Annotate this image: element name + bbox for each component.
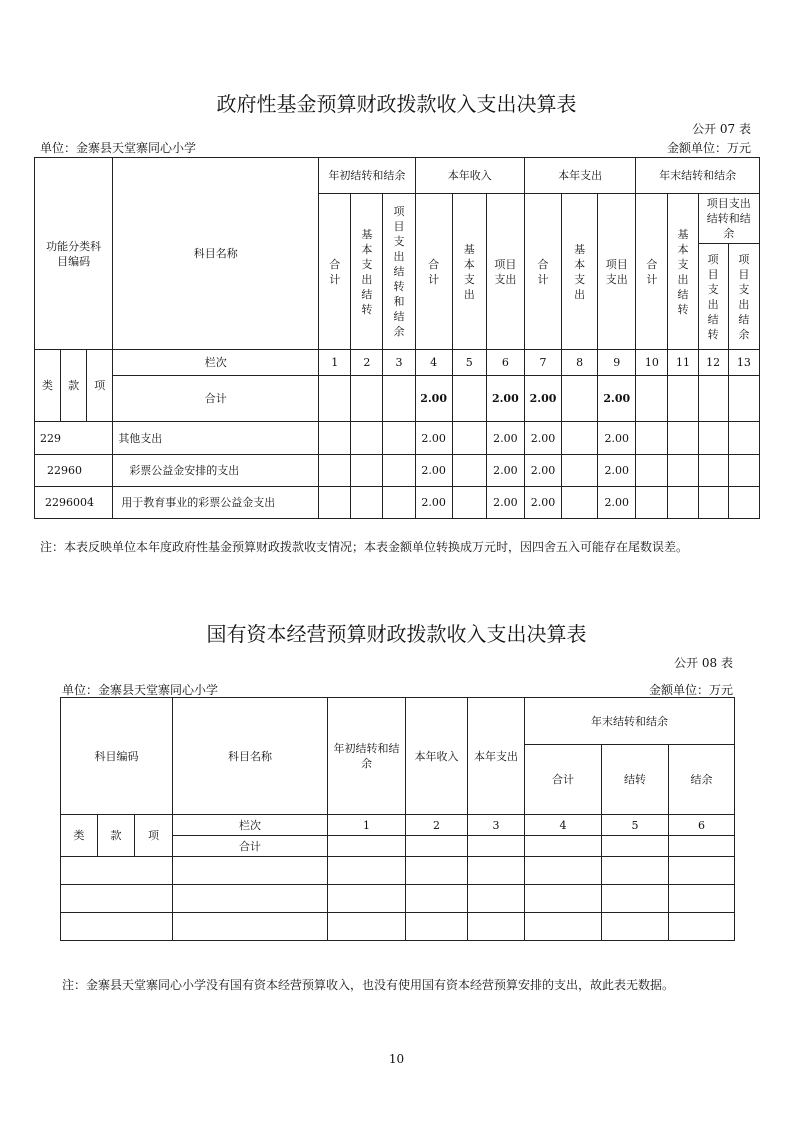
t2-header-subject-code: 科目编码 — [61, 698, 173, 815]
t1-h-begin-total: 合计 — [319, 194, 351, 350]
t1-h-cat: 类 — [35, 350, 61, 422]
t1-h-end-basic: 基本支出结转 — [668, 194, 698, 350]
table1-note: 注：本表反映单位本年度政府性基金预算财政拨款收支情况；本表金额单位转换成万元时，因四舍五入可能存在尾数误差。 — [40, 540, 689, 554]
table1-title: 政府性基金预算财政拨款收入支出决算表 — [216, 92, 577, 116]
t1-colnum-9: 9 — [598, 350, 636, 376]
t1-cell: 2.00 — [524, 422, 561, 455]
t2-cell — [468, 913, 525, 941]
t2-cell — [468, 857, 525, 885]
t1-colnum-8: 8 — [562, 350, 598, 376]
table-row — [61, 857, 735, 885]
t1-header-func-code: 功能分类科目编码 — [35, 158, 113, 350]
t2-header-end-balance: 年末结转和结余 — [525, 698, 735, 745]
t2-h-cat: 类 — [61, 815, 98, 857]
t1-row-name: 彩票公益金安排的支出 — [113, 455, 319, 487]
t1-cell — [383, 455, 415, 487]
t1-cell — [562, 422, 598, 455]
t1-header-subject-name: 科目名称 — [113, 158, 319, 350]
t2-row-index-label: 栏次 — [173, 815, 328, 836]
t1-total-cell: 2.00 — [415, 376, 452, 422]
t1-cell — [319, 422, 351, 455]
t1-cell: 2.00 — [524, 487, 561, 519]
t1-cell — [668, 455, 698, 487]
t1-colnum-7: 7 — [524, 350, 561, 376]
t2-h-item: 项 — [135, 815, 173, 857]
t1-header-end-balance: 年末结转和结余 — [636, 158, 760, 194]
table-row — [35, 422, 760, 455]
t1-colnum-2: 2 — [351, 350, 383, 376]
t2-cell — [328, 885, 406, 913]
t2-colnum-2: 2 — [406, 815, 468, 836]
t2-cell — [669, 913, 735, 941]
t2-header-subject-name: 科目名称 — [173, 698, 328, 815]
t1-h-begin-project: 项目支出结转和结余 — [383, 194, 415, 350]
t1-cell — [562, 487, 598, 519]
t1-row-name: 其他支出 — [113, 422, 319, 455]
table2-note: 注：金寨县天堂寨同心小学没有国有资本经营预算收入，也没有使用国有资本经营预算安排的支出，故此表无数据。 — [62, 978, 675, 992]
t1-cell: 2.00 — [524, 455, 561, 487]
t2-cell — [602, 885, 669, 913]
t1-colnum-5: 5 — [452, 350, 486, 376]
t1-total-cell — [562, 376, 598, 422]
table2-unit: 单位：金寨县天堂寨同心小学 — [62, 683, 219, 697]
t2-cell — [602, 913, 669, 941]
t2-cell — [525, 836, 602, 857]
t1-cell: 2.00 — [598, 422, 636, 455]
t1-cell: 2.00 — [486, 455, 524, 487]
t2-cell — [669, 885, 735, 913]
t1-cell — [351, 455, 383, 487]
table-row — [61, 885, 735, 913]
t2-h-balance: 结余 — [669, 745, 735, 815]
t2-cell — [328, 836, 406, 857]
t1-colnum-1: 1 — [319, 350, 351, 376]
t1-h-expense-basic: 基本支出 — [562, 194, 598, 350]
t1-total-cell — [452, 376, 486, 422]
t2-colnum-4: 4 — [525, 815, 602, 836]
table2 — [60, 697, 735, 941]
t2-cell — [669, 836, 735, 857]
t1-h-end-project-group: 项目支出结转和结余 — [698, 194, 759, 244]
t1-cell: 2.00 — [486, 487, 524, 519]
t2-cell — [328, 913, 406, 941]
t1-cell — [636, 487, 668, 519]
t1-row-code: 22960 — [35, 455, 113, 487]
t1-h-end-total: 合计 — [636, 194, 668, 350]
table-row — [35, 487, 760, 519]
t1-colnum-3: 3 — [383, 350, 415, 376]
t1-cell: 2.00 — [598, 455, 636, 487]
t2-cell — [406, 913, 468, 941]
t1-cell — [698, 487, 728, 519]
t2-header-begin-balance: 年初结转和结余 — [328, 698, 406, 815]
t2-cell — [602, 857, 669, 885]
t1-h-expense-total: 合计 — [524, 194, 561, 350]
t1-cell — [698, 422, 728, 455]
t1-total-cell: 2.00 — [598, 376, 636, 422]
table-row — [35, 455, 760, 487]
t2-cell — [406, 885, 468, 913]
t1-h-income-basic: 基本支出 — [452, 194, 486, 350]
t1-total-cell — [728, 376, 759, 422]
t1-h-item: 项 — [87, 350, 113, 422]
t1-h-income-total: 合计 — [415, 194, 452, 350]
t1-cell — [383, 487, 415, 519]
t2-cell — [669, 857, 735, 885]
t2-cell — [525, 913, 602, 941]
t1-cell: 2.00 — [486, 422, 524, 455]
table1 — [34, 157, 760, 519]
t1-cell: 2.00 — [598, 487, 636, 519]
t2-colnum-3: 3 — [468, 815, 525, 836]
t1-h-begin-basic: 基本支出结转 — [351, 194, 383, 350]
t2-cell — [61, 913, 173, 941]
t1-cell — [728, 487, 759, 519]
t1-row-code: 229 — [35, 422, 113, 455]
t1-cell — [728, 455, 759, 487]
t2-cell — [173, 913, 328, 941]
t2-h-total: 合计 — [525, 745, 602, 815]
table1-unit: 单位：金寨县天堂寨同心小学 — [40, 141, 197, 155]
t2-cell — [525, 885, 602, 913]
t2-h-carry: 结转 — [602, 745, 669, 815]
table-row — [61, 913, 735, 941]
t1-cell — [319, 455, 351, 487]
t1-h-section: 款 — [61, 350, 87, 422]
table2-money-unit: 金额单位：万元 — [648, 683, 733, 697]
t1-row-code: 2296004 — [35, 487, 113, 519]
t2-cell — [173, 885, 328, 913]
t2-cell — [406, 836, 468, 857]
t1-cell — [668, 487, 698, 519]
t1-cell: 2.00 — [415, 487, 452, 519]
t1-cell — [319, 487, 351, 519]
t1-cell: 2.00 — [415, 455, 452, 487]
t1-colnum-13: 13 — [728, 350, 759, 376]
t2-cell — [61, 885, 173, 913]
t1-cell — [452, 455, 486, 487]
t1-total-label: 合计 — [113, 376, 319, 422]
t1-colnum-11: 11 — [668, 350, 698, 376]
t1-total-cell — [351, 376, 383, 422]
t1-cell — [351, 422, 383, 455]
t2-cell — [468, 885, 525, 913]
t1-h-income-project: 项目支出 — [486, 194, 524, 350]
t2-cell — [328, 857, 406, 885]
t1-cell — [668, 422, 698, 455]
t1-total-cell: 2.00 — [486, 376, 524, 422]
t1-cell — [728, 422, 759, 455]
t1-h-end-project-balance: 项目支出结余 — [728, 244, 759, 350]
t2-total-label: 合计 — [173, 836, 328, 857]
t1-cell — [452, 487, 486, 519]
t1-cell: 2.00 — [415, 422, 452, 455]
t1-header-expense: 本年支出 — [524, 158, 635, 194]
table2-code: 公开 08 表 — [674, 656, 733, 670]
t1-row-index-label: 栏次 — [113, 350, 319, 376]
t1-colnum-12: 12 — [698, 350, 728, 376]
t1-cell — [698, 455, 728, 487]
t2-cell — [173, 857, 328, 885]
page-number: 10 — [388, 1052, 405, 1066]
t1-h-end-project-carry: 项目支出结转 — [698, 244, 728, 350]
t1-header-income: 本年收入 — [415, 158, 524, 194]
t1-cell — [636, 422, 668, 455]
t2-header-income: 本年收入 — [406, 698, 468, 815]
t2-cell — [602, 836, 669, 857]
t2-header-expense: 本年支出 — [468, 698, 525, 815]
t1-total-cell — [383, 376, 415, 422]
t1-total-cell — [636, 376, 668, 422]
t2-colnum-5: 5 — [602, 815, 669, 836]
t1-cell — [452, 422, 486, 455]
t2-cell — [406, 857, 468, 885]
t1-header-begin-balance: 年初结转和结余 — [319, 158, 415, 194]
t1-colnum-10: 10 — [636, 350, 668, 376]
t2-colnum-1: 1 — [328, 815, 406, 836]
t1-cell — [351, 487, 383, 519]
t1-colnum-6: 6 — [486, 350, 524, 376]
t2-h-section: 款 — [98, 815, 135, 857]
t1-total-cell: 2.00 — [524, 376, 561, 422]
table1-money-unit: 金额单位：万元 — [666, 141, 751, 155]
t1-cell — [636, 455, 668, 487]
t1-total-cell — [698, 376, 728, 422]
table2-title: 国有资本经营预算财政拨款收入支出决算表 — [206, 622, 587, 646]
t2-cell — [468, 836, 525, 857]
t2-cell — [61, 857, 173, 885]
t1-row-name: 用于教育事业的彩票公益金支出 — [113, 487, 319, 519]
t1-total-cell — [319, 376, 351, 422]
t1-cell — [383, 422, 415, 455]
t2-colnum-6: 6 — [669, 815, 735, 836]
table1-code: 公开 07 表 — [692, 122, 751, 136]
t1-total-cell — [668, 376, 698, 422]
t1-cell — [562, 455, 598, 487]
t1-colnum-4: 4 — [415, 350, 452, 376]
t1-h-expense-project: 项目支出 — [598, 194, 636, 350]
t2-cell — [525, 857, 602, 885]
